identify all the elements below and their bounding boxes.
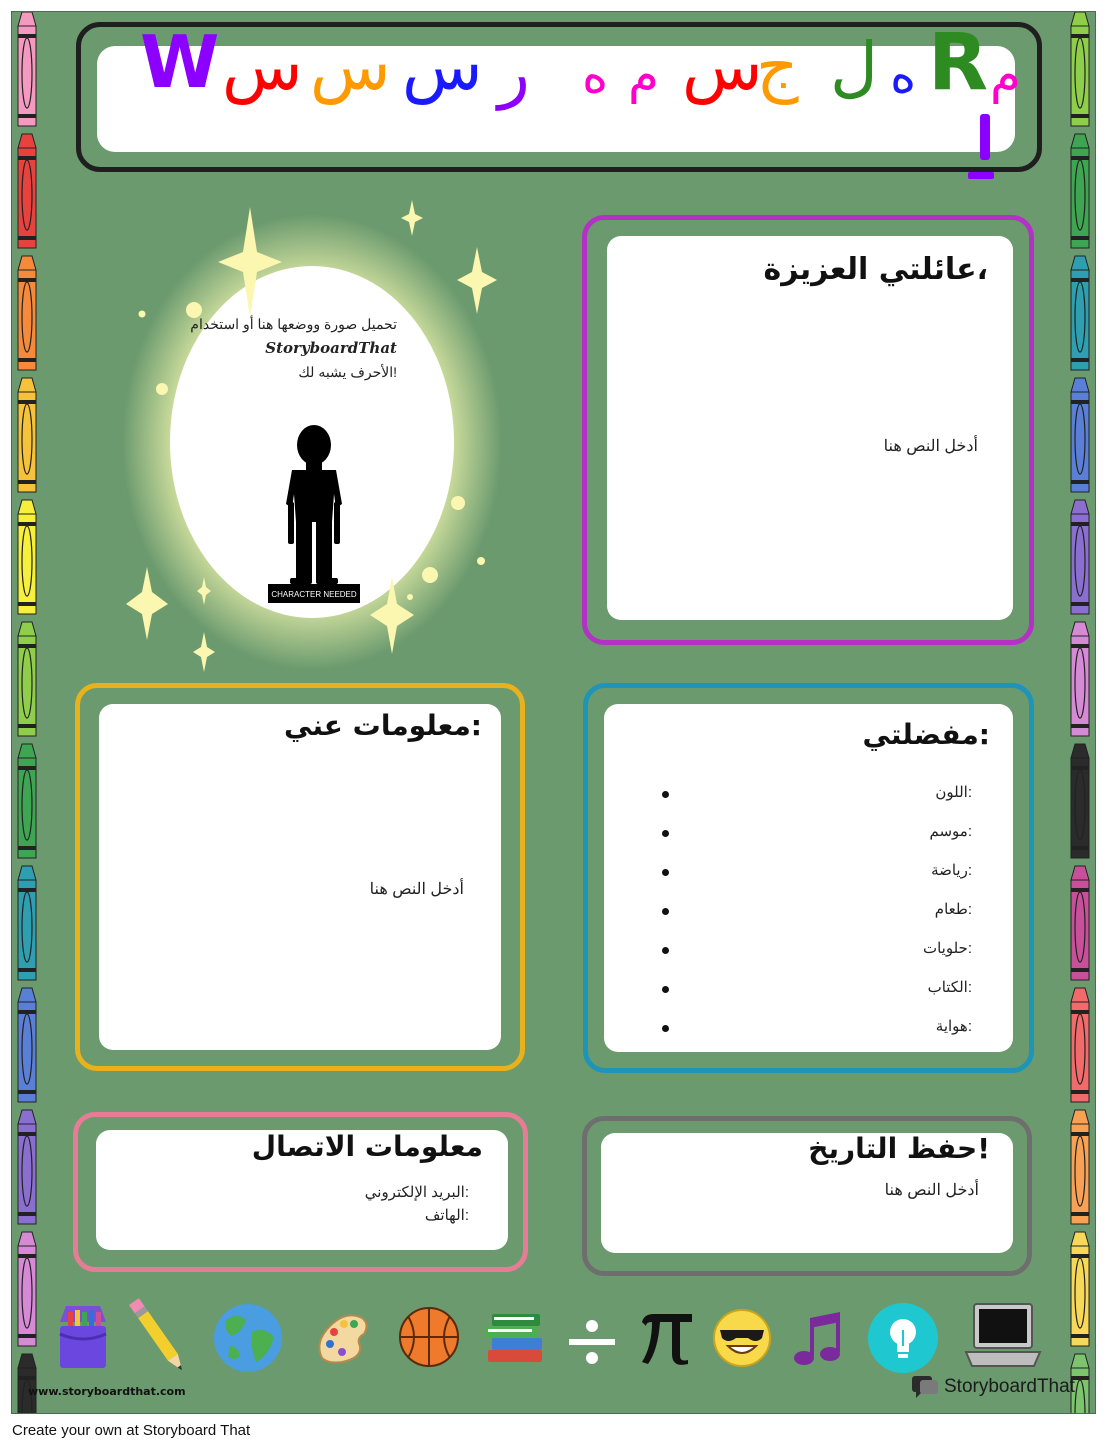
bullet-icon	[662, 791, 669, 798]
title-letter: ر	[498, 34, 530, 111]
contact-email-label[interactable]: :البريد الإلكتروني	[364, 1184, 469, 1201]
poster	[11, 11, 1096, 1414]
favorites-item-label: :رياضة	[931, 862, 972, 879]
favorites-item[interactable]	[662, 1017, 972, 1041]
title-letter: م	[990, 46, 1021, 104]
favorites-item[interactable]	[662, 939, 972, 963]
favorites-item-label: :طعام	[934, 901, 972, 918]
save-date-heading: !حفظ التاريخ	[808, 1132, 990, 1165]
title-letter: س	[402, 28, 483, 105]
title-letter: W	[140, 20, 220, 104]
contact-phone-label[interactable]: :الهاتف	[424, 1207, 469, 1224]
site-url[interactable]: www.storyboardthat.com	[28, 1385, 186, 1398]
pi-icon	[638, 1310, 694, 1366]
favorites-item-label: :هواية	[935, 1018, 972, 1035]
about-card[interactable]	[99, 704, 501, 1050]
about-body[interactable]: أدخل النص هنا	[369, 881, 464, 898]
logo-speech-bubble-icon	[910, 1374, 940, 1400]
title-letter: ل	[830, 28, 878, 105]
favorites-item[interactable]	[662, 900, 972, 924]
favorites-heading: :مفضلتي	[862, 718, 990, 751]
photo-caption	[172, 312, 397, 384]
favorites-item-label: :حلويات	[922, 940, 972, 957]
contact-heading: معلومات الاتصال	[251, 1130, 483, 1163]
favorites-item[interactable]	[662, 783, 972, 807]
bullet-icon	[662, 947, 669, 954]
bullet-icon	[662, 830, 669, 837]
favorites-item[interactable]	[662, 861, 972, 885]
title-exclamation-mark	[968, 114, 996, 182]
poster-title	[140, 20, 1048, 120]
favorites-item[interactable]	[662, 822, 972, 846]
crayon-border-right	[1067, 12, 1093, 1414]
crayon-border-left	[14, 12, 40, 1414]
pencil-icon	[128, 1290, 188, 1382]
photo-placeholder[interactable]	[112, 192, 502, 682]
footer-text[interactable]: Create your own at Storyboard That	[12, 1422, 251, 1439]
storyboardthat-logo	[910, 1374, 1090, 1402]
logo-text: StoryboardThat	[944, 1376, 1075, 1397]
favorites-item-label: :اللون	[935, 784, 972, 801]
cool-emoji-icon	[712, 1308, 772, 1368]
basketball-icon	[398, 1306, 460, 1368]
division-icon	[567, 1318, 617, 1366]
photo-caption-text: تحميل صورة ووضعها هنا أو استخدام	[190, 316, 397, 332]
title-letter: س	[682, 28, 763, 105]
title-letter: س	[222, 28, 303, 105]
globe-icon	[212, 1302, 284, 1374]
about-heading: :معلومات عني	[284, 709, 482, 742]
save-date-body[interactable]: أدخل النص هنا	[884, 1182, 979, 1199]
title-letter: ه	[890, 46, 917, 104]
photo-caption-end: !الأحرف يشبه لك	[298, 364, 397, 380]
photo-caption-brand: StoryboardThat	[265, 339, 397, 357]
music-note-icon	[792, 1310, 848, 1368]
favorites-item[interactable]	[662, 978, 972, 1002]
bullet-icon	[662, 1025, 669, 1032]
lightbulb-icon	[867, 1302, 939, 1374]
favorites-item-label: :موسم	[929, 823, 972, 840]
laptop-icon	[962, 1302, 1044, 1372]
family-card[interactable]	[607, 236, 1013, 620]
title-letter: R	[928, 18, 989, 108]
title-letter: س	[310, 28, 391, 105]
bullet-icon	[662, 986, 669, 993]
family-body[interactable]: أدخل النص هنا	[883, 438, 978, 455]
title-letter: ج	[756, 28, 799, 105]
character-needed-badge: CHARACTER NEEDED	[271, 590, 357, 599]
paint-palette-icon	[312, 1306, 372, 1366]
bullet-icon	[662, 908, 669, 915]
title-letter: م	[628, 46, 659, 104]
title-letter: ه	[582, 46, 609, 104]
favorites-item-label: :الكتاب	[927, 979, 972, 996]
family-heading: ،عائلتي العزيزة	[763, 252, 988, 287]
crayon-box-icon	[56, 1302, 110, 1372]
bullet-icon	[662, 869, 669, 876]
books-icon	[482, 1308, 546, 1368]
